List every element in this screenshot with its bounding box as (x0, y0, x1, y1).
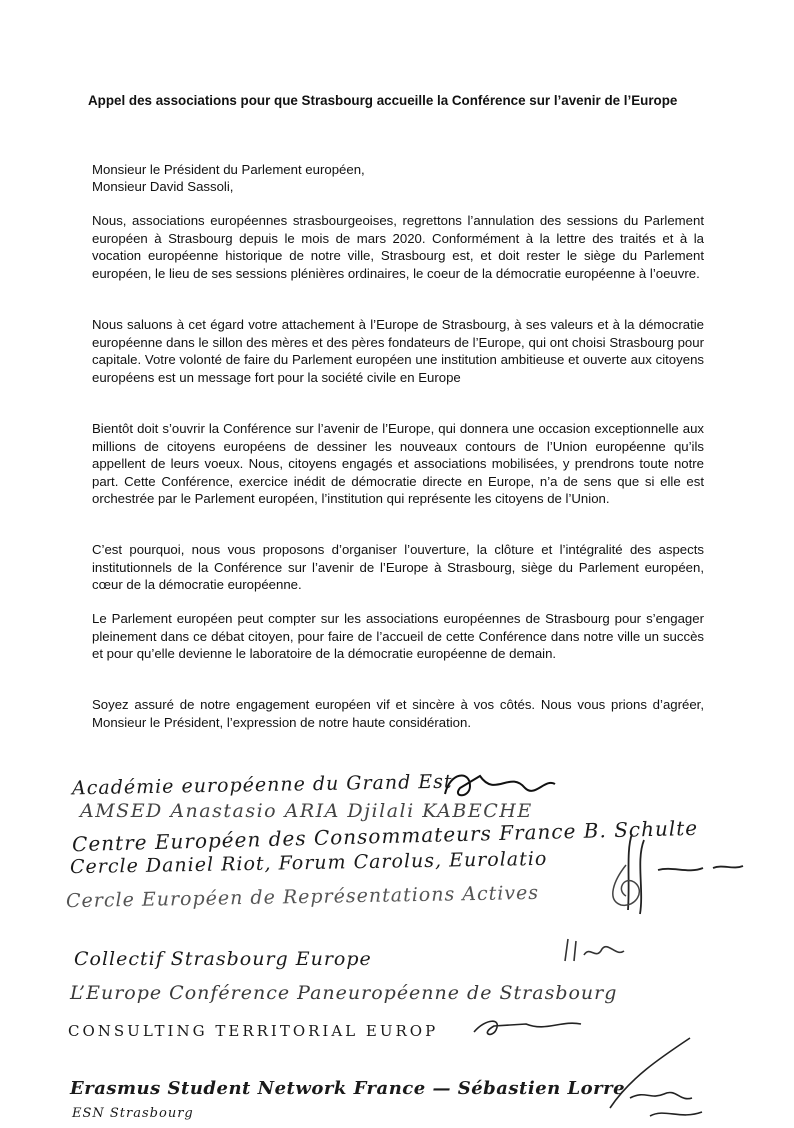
letter-title: Appel des associations pour que Strasbourg accueille la Conférence sur l’avenir de l’Europe (88, 93, 678, 108)
letter-paragraph: Soyez assuré de notre engagement européen vif et sincère à vos côtés. Nous vous prions d’agréer, Monsieur le Président, l’expression de notre haute considération. (92, 697, 704, 730)
salutation-line-president: Monsieur le Président du Parlement européen, (92, 162, 365, 177)
signature-block (0, 760, 794, 1123)
signature-scribble (590, 1028, 710, 1128)
letter-paragraph: Le Parlement européen peut compter sur les associations européennes de Strasbourg pour s’engager pleinement dans ce débat citoyen, pour faire de l’accueil de cette Conférence dans notre ville un succès et pour qu’elle devienne le laboratoire de la démocratie européenne de demain. (92, 611, 704, 662)
signature-line: L’Europe Conférence Paneuropéenne de Strasbourg (70, 982, 618, 1004)
signature-line: Centre Européen des Consommateurs France B. Schulte (71, 815, 699, 857)
salutation-line-name: Monsieur David Sassoli, (92, 179, 234, 194)
signature-scribble (466, 1012, 586, 1042)
signature-line: Erasmus Student Network France — Sébastien Lorre (70, 1078, 626, 1099)
signature-line: Collectif Strasbourg Europe (74, 948, 372, 970)
signature-line: AMSED Anastasio ARIA Djilali KABECHE (80, 800, 533, 822)
letter-paragraph: Nous saluons à cet égard votre attachement à l’Europe de Strasbourg, à ses valeurs et à la démocratie européenne dans le sillon des mères et des pères fondateurs de l’Europe, qui ont choisi Strasbourg pour capitale. Votre volonté de faire du Parlement européen une institution ambitieuse et ouverte aux citoyens européens est un message fort pour la société civile en Europe (92, 317, 704, 385)
signature-scribble (560, 935, 630, 965)
signature-scribble (440, 768, 560, 802)
signature-line: ESN Strasbourg (72, 1106, 194, 1121)
letter-paragraph: Bientôt doit s’ouvrir la Conférence sur l’avenir de l’Europe, qui donnera une occasion exceptionnelle aux millions de citoyens européens de dessiner les nouveaux contours de l’Union européenne qu’ils appellent de leurs voeux. Nous, citoyens engagés et associations mobilisées, y prendrons toute notre part. Cette Conférence, exercice inédit de démocratie directe en Europe, n’a de sens que si elle est orchestrée par le Parlement européen, l’institution qui représente les citoyens de l’Union. (92, 421, 704, 507)
letter-paragraph: C’est pourquoi, nous vous proposons d’organiser l’ouverture, la clôture et l’intégralité des aspects institutionnels de la Conférence sur l’avenir de l’Europe à Strasbourg, siège du Parlement européen, cœur de la démocratie européenne. (92, 542, 704, 593)
signature-line: CONSULTING TERRITORIAL EUROP (68, 1022, 439, 1040)
signature-line: Cercle Européen de Représentations Actives (65, 881, 540, 913)
letter-paragraph: Nous, associations européennes strasbourgeoises, regrettons l’annulation des sessions du Parlement européen à Strasbourg depuis le mois de mars 2020. Conformément à la lettre des traités et à la vocation européenne historique de notre ville, Strasbourg est, et doit rester le siège du Parlement européen, le lieu de ses sessions plénières ordinaires, le coeur de la démocratie européenne à l’oeuvre. (92, 213, 704, 281)
signature-line: Cercle Daniel Riot, Forum Carolus, Eurolatio (69, 847, 548, 879)
salutation (92, 161, 712, 195)
signature-scribble (596, 860, 656, 910)
signature-line: Académie européenne du Grand Est (71, 770, 453, 800)
